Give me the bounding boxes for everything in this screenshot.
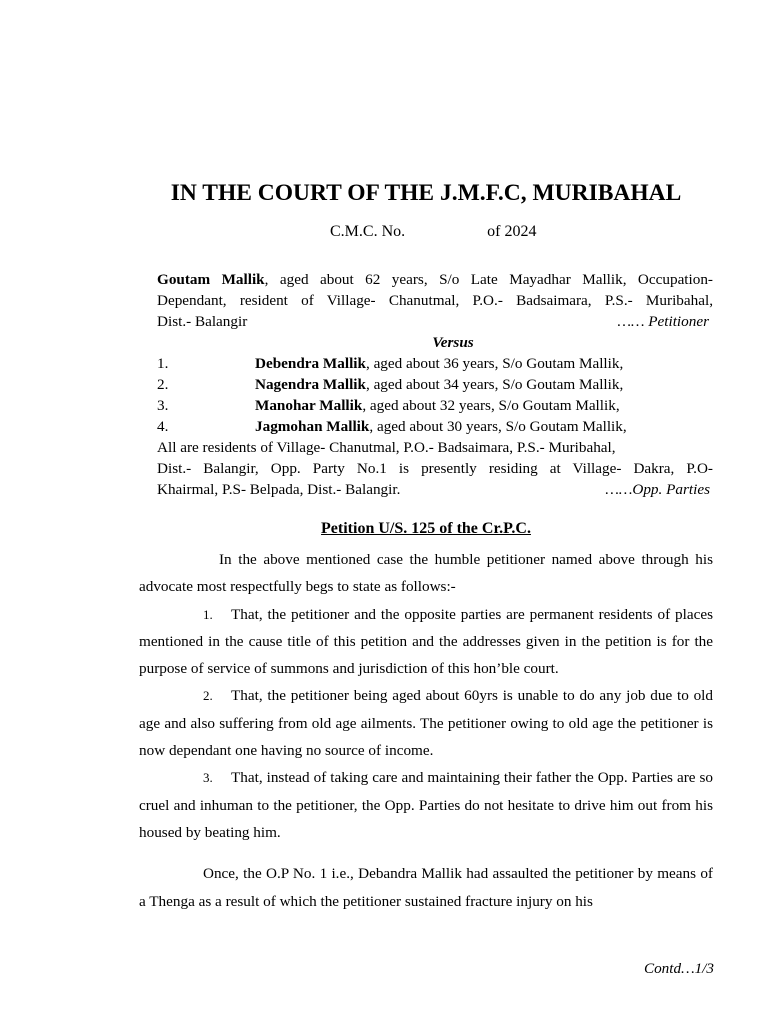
case-year: of 2024: [487, 223, 537, 240]
petition-body: [139, 546, 713, 915]
continuation-note: Contd…1/3: [643, 960, 714, 977]
case-number-label: C.M.C. No.: [330, 223, 406, 240]
intro-paragraph: In the above mentioned case the humble petitioner named above through his advocate most respectfully begs to state as follows:-: [139, 551, 713, 596]
residence-line-2: Dist.- Balangir, Opp. Party No.1 is presently residing at Village- Dakra, P.O-: [157, 460, 713, 477]
numbered-paragraph-2: 2. That, the petitioner being aged about 60yrs is unable to do any job due to old age and also suffering from old age ailments. The petitioner owing to old age the petitioner is now dependant one having no source of income.: [139, 687, 713, 760]
opp-party-name: Debendra Mallik: [255, 355, 366, 372]
opp-party-name: Nagendra Mallik: [255, 376, 366, 393]
numbered-paragraph-3: 3. That, instead of taking care and maintaining their father the Opp. Parties are so cruel and inhuman to the petitioner, the Opp. Parties do not hesitate to drive him out from his housed by beating him.: [139, 769, 713, 841]
petition-heading: Petition U/S. 125 of the Cr.P.C.: [321, 520, 531, 537]
opp-party-2: 2. Nagendra Mallik, aged about 34 years, S/o Goutam Mallik,: [157, 376, 624, 393]
opp-party-name: Manohar Mallik: [255, 397, 363, 414]
residence-line-1: All are residents of Village- Chanutmal, P.O.- Badsaimara, P.S.- Muribahal,: [157, 439, 616, 456]
case-number: [330, 223, 536, 241]
residence-line-3: Khairmal, P.S- Belpada, Dist.- Balangir. ……Opp. Parties: [157, 479, 713, 500]
opp-party-1: 1. Debendra Mallik, aged about 36 years, S/o Goutam Mallik,: [157, 355, 624, 372]
petitioner-role: …… Petitioner: [617, 313, 709, 330]
cause-title: [157, 269, 713, 500]
court-title: IN THE COURT OF THE J.M.F.C, MURIBAHAL: [170, 180, 682, 206]
petitioner-line-2: Dependant, resident of Village- Chanutmal, P.O.- Badsaimara, P.S.- Muribahal,: [157, 292, 713, 309]
assault-paragraph: Once, the O.P No. 1 i.e., Debandra Mallik had assaulted the petitioner by means of a Thenga as a result of which the petitioner sustained fracture injury on his: [139, 865, 713, 910]
opp-party-4: 4. Jagmohan Mallik, aged about 30 years, S/o Goutam Mallik,: [157, 418, 627, 435]
petitioner-line-1: Goutam Mallik, aged about 62 years, S/o Late Mayadhar Mallik, Occupation-: [157, 271, 713, 288]
petitioner-name: Goutam Mallik: [157, 271, 265, 288]
opp-parties-role: ……Opp. Parties: [605, 481, 710, 498]
petitioner-line-3: Dist.- Balangir …… Petitioner: [157, 311, 713, 332]
versus-label: Versus: [432, 334, 474, 351]
opp-party-3: 3. Manohar Mallik, aged about 32 years, S/o Goutam Mallik,: [157, 397, 620, 414]
numbered-paragraph-1: 1. That, the petitioner and the opposite parties are permanent residents of places mentioned in the cause title of this petition and the addresses given in the petition is for the purpose of service of summons and jurisdiction of this hon’ble court.: [139, 605, 713, 678]
opp-party-name: Jagmohan Mallik: [255, 418, 370, 435]
